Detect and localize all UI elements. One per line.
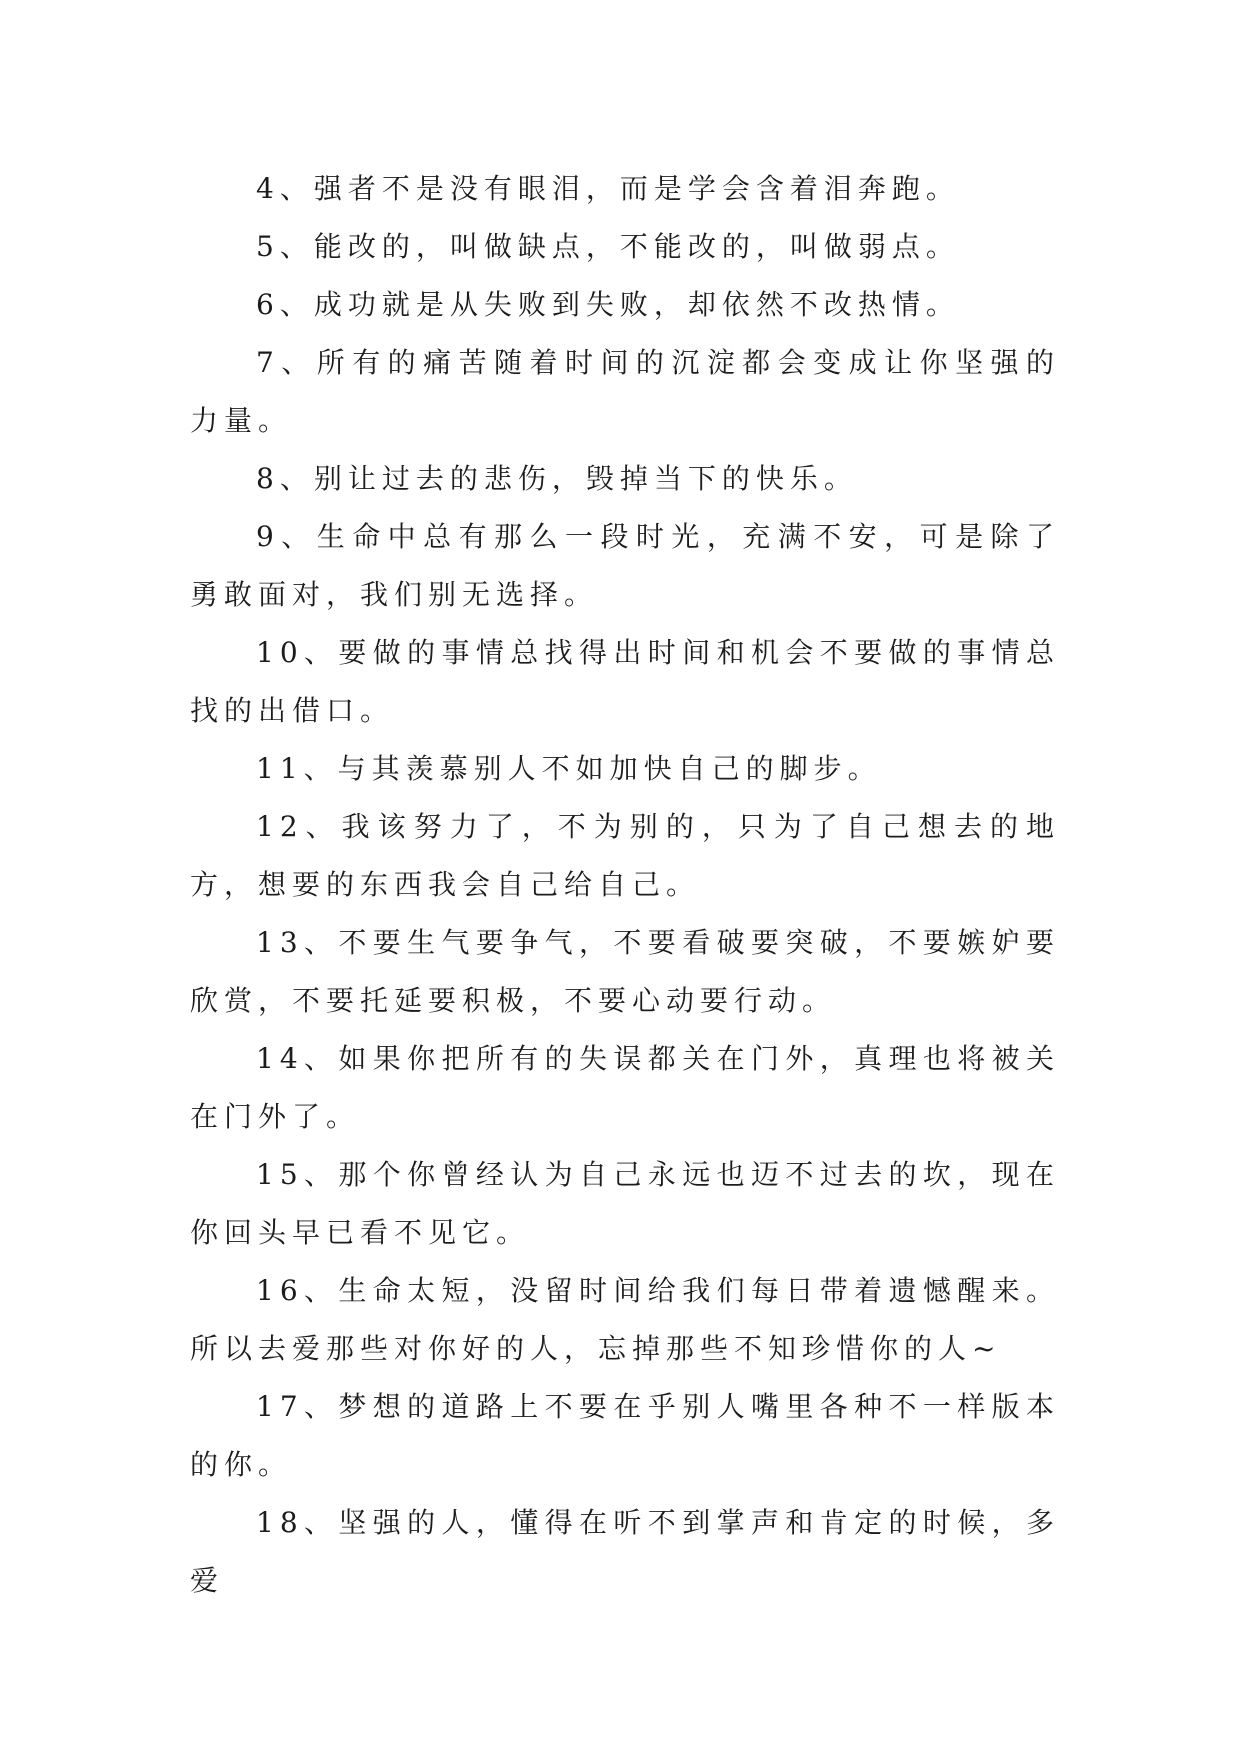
paragraph: 6、成功就是从失败到失败，却依然不改热情。 bbox=[256, 288, 960, 321]
paragraph: 13、不要生气要争气，不要看破要突破，不要嫉妒要欣赏，不要托延要积极，不要心动要行动。 bbox=[190, 926, 1060, 1017]
paragraph: 18、坚强的人，懂得在听不到掌声和肯定的时候，多爱 bbox=[190, 1506, 1060, 1597]
paragraph: 15、那个你曾经认为自己永远也迈不过去的坎，现在你回头早已看不见它。 bbox=[190, 1158, 1060, 1249]
paragraph: 7、所有的痛苦随着时间的沉淀都会变成让你坚强的力量。 bbox=[190, 346, 1060, 437]
paragraph: 10、要做的事情总找得出时间和机会不要做的事情总找的出借口。 bbox=[190, 636, 1060, 727]
document-body bbox=[190, 160, 1060, 1610]
paragraph: 12、我该努力了，不为别的，只为了自己想去的地方，想要的东西我会自己给自己。 bbox=[190, 810, 1060, 901]
paragraph: 5、能改的，叫做缺点，不能改的，叫做弱点。 bbox=[256, 230, 960, 263]
paragraph: 16、生命太短，没留时间给我们每日带着遗憾醒来。所以去爱那些对你好的人，忘掉那些不知珍惜你的人~ bbox=[190, 1274, 1060, 1365]
paragraph: 17、梦想的道路上不要在乎别人嘴里各种不一样版本的你。 bbox=[190, 1390, 1060, 1481]
paragraph: 8、别让过去的悲伤，毁掉当下的快乐。 bbox=[256, 462, 858, 495]
paragraph: 4、强者不是没有眼泪，而是学会含着泪奔跑。 bbox=[256, 172, 960, 205]
paragraph: 11、与其羡慕别人不如加快自己的脚步。 bbox=[256, 752, 882, 785]
paragraph: 14、如果你把所有的失误都关在门外，真理也将被关在门外了。 bbox=[190, 1042, 1060, 1133]
paragraph: 9、生命中总有那么一段时光，充满不安，可是除了勇敢面对，我们别无选择。 bbox=[190, 520, 1060, 611]
